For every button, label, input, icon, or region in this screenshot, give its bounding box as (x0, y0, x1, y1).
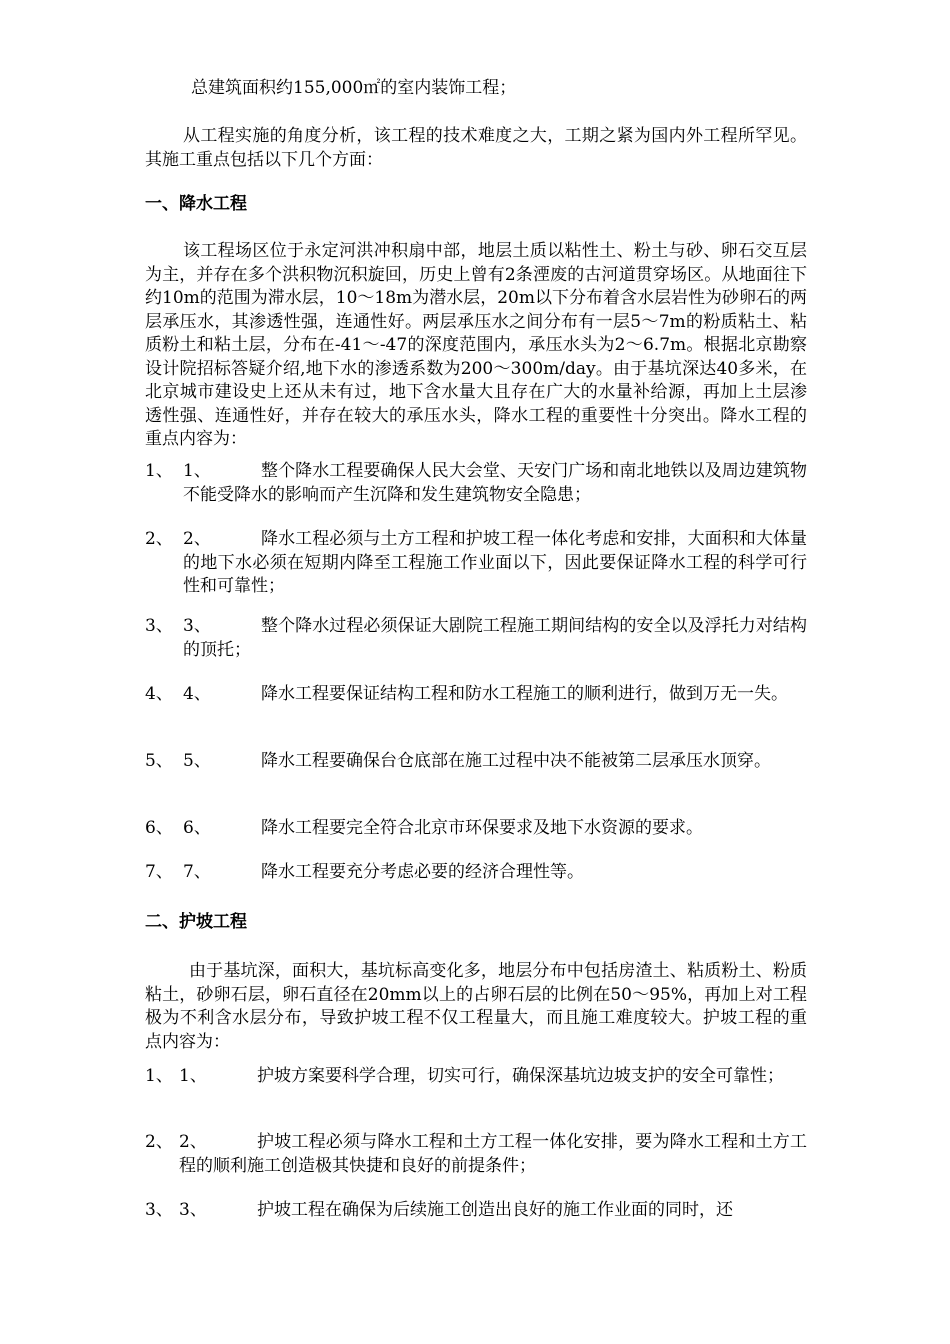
list-item (145, 1131, 807, 1178)
list-number: 7、 (145, 862, 173, 882)
list-number: 2、 (183, 529, 211, 549)
list-item (145, 615, 807, 662)
list-number: 1、 (179, 1066, 207, 1086)
list-item (145, 861, 807, 885)
intro-line: 总建筑面积约155,000㎡的室内装饰工程； (191, 78, 517, 98)
list-item-text: 整个降水工程要确保人民大会堂、天安门广场和南北地铁以及周边建筑物不能受降水的影响而产生沉降和发生建筑物安全隐患； (183, 461, 807, 505)
list-number: 5、 (183, 751, 211, 771)
list-item-text: 降水工程要确保台仓底部在施工过程中决不能被第二层承压水顶穿。 (261, 751, 771, 771)
list-item (145, 528, 807, 599)
list-number: 3、 (145, 1200, 173, 1220)
list-number: 1、 (183, 461, 211, 481)
list-item-text: 降水工程要完全符合北京市环保要求及地下水资源的要求。 (261, 818, 703, 838)
list-item (145, 750, 807, 774)
list-item (145, 1199, 807, 1223)
list-item (145, 683, 807, 707)
list-number: 1、 (145, 1066, 173, 1086)
list-number: 3、 (183, 616, 211, 636)
list-number: 2、 (145, 1132, 173, 1152)
list-number: 7、 (183, 862, 211, 882)
section-heading-dewatering: 一、降水工程 (145, 194, 247, 214)
list-number: 6、 (183, 818, 211, 838)
list-number: 3、 (145, 616, 173, 636)
list-item-text: 降水工程要充分考虑必要的经济合理性等。 (261, 862, 584, 882)
list-number: 3、 (179, 1200, 207, 1220)
list-number: 4、 (183, 684, 211, 704)
list-number: 1、 (145, 461, 173, 481)
list-number: 4、 (145, 684, 173, 704)
slope-protection-paragraph: 由于基坑深，面积大，基坑标高变化多，地层分布中包括房渣土、粘质粉土、粉质粘土，砂卵石层，卵石直径在20mm以上的占卵石层的比例在50～95%，再加上对工程极为不利含水层分布，导致护坡工程不仅工程量大，而且施工难度较大。护坡工程的重点内容为： (145, 961, 807, 1052)
section-heading-slope-protection: 二、护坡工程 (145, 912, 247, 932)
list-number: 5、 (145, 751, 173, 771)
list-item-text: 护坡工程必须与降水工程和土方工程一体化安排，要为降水工程和土方工程的顺利施工创造极其快捷和良好的前提条件； (179, 1132, 807, 1176)
list-item-text: 降水工程要保证结构工程和防水工程施工的顺利进行，做到万无一失。 (261, 684, 788, 704)
intro-paragraph: 从工程实施的角度分析，该工程的技术难度之大，工期之紧为国内外工程所罕见。其施工重点包括以下几个方面： (145, 126, 807, 170)
list-item-text: 护坡方案要科学合理，切实可行，确保深基坑边坡支护的安全可靠性； (257, 1066, 784, 1086)
list-item-text: 降水工程必须与土方工程和护坡工程一体化考虑和安排，大面积和大体量的地下水必须在短期内降至工程施工作业面以下，因此要保证降水工程的科学可行性和可靠性； (183, 529, 807, 596)
list-item (145, 817, 807, 841)
list-item-text: 整个降水过程必须保证大剧院工程施工期间结构的安全以及浮托力对结构的顶托； (183, 616, 807, 660)
list-item-text: 护坡工程在确保为后续施工创造出良好的施工作业面的同时，还 (257, 1200, 733, 1220)
list-number: 2、 (179, 1132, 207, 1152)
list-number: 6、 (145, 818, 173, 838)
list-item (145, 1065, 807, 1089)
list-number: 2、 (145, 529, 173, 549)
list-item (145, 460, 807, 507)
dewatering-paragraph: 该工程场区位于永定河洪冲积扇中部，地层土质以粘性土、粉土与砂、卵石交互层为主，并存在多个洪积物沉积旋回，历史上曾有2条湮废的古河道贯穿场区。从地面往下约10m的范围为滞水层，10～18m为潜水层，20m以下分布着含水层岩性为砂卵石的两层承压水，其渗透性强，连通性好。两层承压水之间分布有一层5～7m的粉质粘土、粘质粉土和粘土层，分布在-41～-47的深度范围内，承压水头为2～6.7m。根据北京勘察设计院招标答疑介绍,地下水的渗透系数为200～300m/day。由于基坑深达40多米，在北京城市建设史上还从未有过，地下含水量大且存在广大的水量补给源，再加上土层渗透性强、连通性好，并存在较大的承压水头，降水工程的重要性十分突出。降水工程的重点内容为： (145, 241, 807, 449)
